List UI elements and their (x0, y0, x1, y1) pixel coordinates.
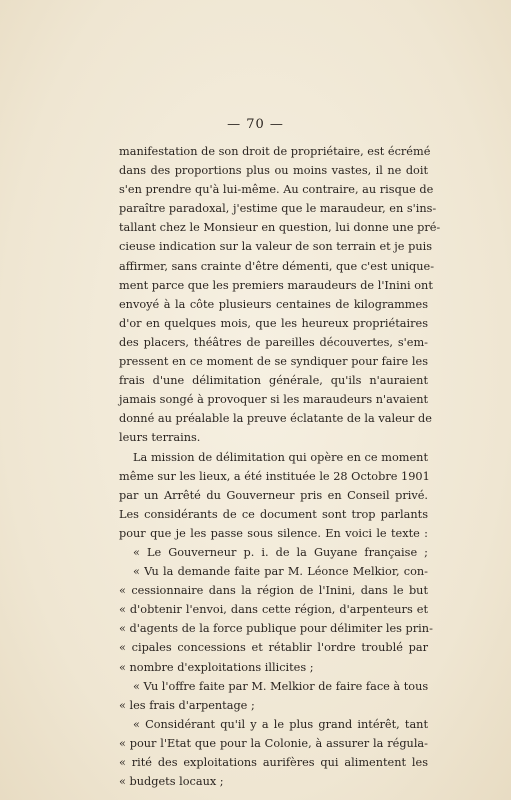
body-text (119, 142, 441, 791)
text-line: affirmer, sans crainte d'être démenti, que c'est unique- (119, 259, 435, 273)
text-line: par un Arrêté du Gouverneur pris en Conseil privé. (119, 488, 428, 502)
text-line: manifestation de son droit de propriétaire, est écrémé (119, 145, 431, 158)
text-line: « cessionnaire dans la région de l'Inini, dans le but (119, 584, 428, 598)
text-line: « d'agents de la force publique pour délimiter les prin- (119, 622, 433, 636)
text-line: paraître paradoxal, j'estime que le maraudeur, en s'ins- (119, 202, 437, 216)
text-line: « Vu l'offre faite par M. Melkior de faire face à tous (133, 679, 429, 693)
text-line: « Le Gouverneur p. i. de la Guyane française ; (133, 545, 428, 559)
text-line: jamais songé à provoquer si les maraudeurs n'avaient (119, 393, 429, 407)
text-line: leurs terrains. (119, 431, 201, 445)
text-line: frais d'une délimitation générale, qu'ils n'auraient (119, 374, 428, 388)
text-line: « rité des exploitations aurifères qui alimentent les (119, 756, 428, 769)
text-line: « Vu la demande faite par M. Léonce Melkior, con- (133, 565, 428, 579)
text-line: dans des proportions plus ou moins vastes, il ne doit (119, 164, 428, 178)
text-line: envoyé à la côte plusieurs centaines de kilogrammes (119, 297, 428, 311)
text-line: « nombre d'exploitations illicites ; (119, 660, 314, 674)
text-line: « budgets locaux ; (119, 775, 224, 789)
text-line: pressent en ce moment de se syndiquer pour faire les (119, 355, 428, 369)
page-number: — 70 — (227, 117, 284, 132)
text-line: cieuse indication sur la valeur de son terrain et je puis (119, 240, 433, 254)
text-line: ment parce que les premiers maraudeurs de l'Inini ont (119, 278, 433, 292)
text-line: donné au préalable la preuve éclatante de la valeur de (119, 412, 432, 426)
text-line: même sur les lieux, a été instituée le 28 Octobre 1901 (119, 469, 430, 483)
text-line: Les considérants de ce document sont trop parlants (119, 507, 428, 521)
text-line: La mission de délimitation qui opère en ce moment (133, 450, 428, 464)
text-line: « Considérant qu'il y a le plus grand intérêt, tant (133, 717, 428, 731)
text-line: « cipales concessions et rétablir l'ordre troublé par (119, 641, 428, 655)
text-line: des placers, théâtres de pareilles découvertes, s'em- (119, 335, 428, 349)
text-line: « pour l'Etat que pour la Colonie, à assurer la régula- (119, 736, 428, 750)
text-line: pour que je les passe sous silence. En voici le texte : (119, 526, 428, 540)
text-line: « d'obtenir l'envoi, dans cette région, d'arpenteurs et (119, 603, 428, 617)
text-line: « les frais d'arpentage ; (119, 698, 255, 712)
text-line: d'or en quelques mois, que les heureux propriétaires (119, 316, 428, 330)
text-line: tallant chez le Monsieur en question, lui donne une pré- (119, 221, 441, 235)
text-line: s'en prendre qu'à lui-même. Au contraire, au risque de (119, 183, 434, 197)
